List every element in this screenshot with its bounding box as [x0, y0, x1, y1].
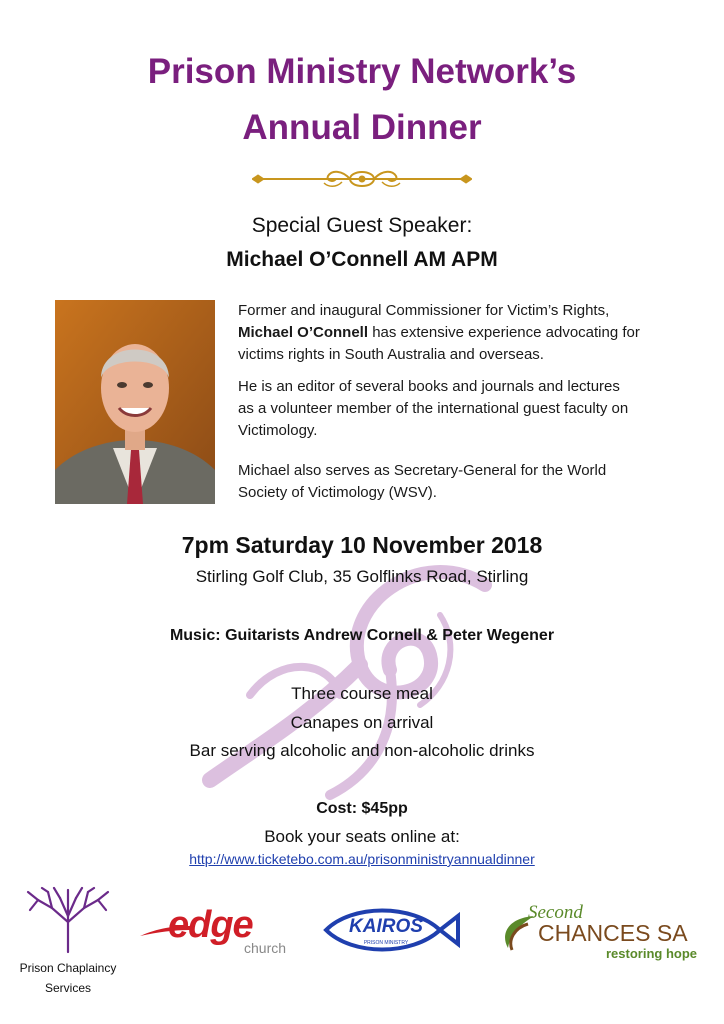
feature-item: Canapes on arrival [290, 713, 434, 732]
title-line-1: Prison Ministry Network’s [147, 52, 577, 91]
prison-chaplaincy-line-2: Services [44, 981, 91, 995]
bio-p1-suffix: has extensive experience advocating for victims rights in South Australia and overseas. [238, 324, 640, 363]
chances-wordmark: CHANCES SA [538, 920, 688, 946]
edge-church-logo [140, 902, 300, 962]
second-chances-logo [498, 898, 708, 968]
feature-item: Bar serving alcoholic and non-alcoholic drinks [189, 741, 535, 760]
speaker-photo [55, 300, 215, 504]
event-datetime: 7pm Saturday 10 November 2018 [181, 532, 543, 558]
ornamental-divider [252, 168, 472, 190]
prison-chaplaincy-line-1: Prison Chaplaincy [19, 961, 117, 975]
bio-paragraph-2: He is an editor of several books and journals and lectures as a volunteer member of the international guest faculty on Victimology. [238, 378, 629, 439]
prison-chaplaincy-label [6, 958, 130, 998]
title-line-2: Annual Dinner [242, 108, 482, 147]
event-cost: Cost: $45pp [316, 800, 408, 817]
booking-label: Book your seats online at: [264, 827, 460, 846]
event-music: Music: Guitarists Andrew Cornell & Peter Wegener [169, 627, 555, 644]
bio-p1-prefix: Former and inaugural Commissioner for Victim’s Rights, [238, 302, 610, 319]
prison-chaplaincy-logo-icon [24, 886, 112, 954]
bio-paragraph-1 [238, 300, 658, 366]
speaker-label: Special Guest Speaker: [251, 214, 473, 237]
speaker-name: Michael O’Connell AM APM [226, 248, 498, 271]
edge-wordmark: edge [168, 904, 253, 946]
restoring-hope-tagline: restoring hope [606, 946, 698, 961]
bio-paragraph-3: Michael also serves as Secretary-General for the World Society of Victimology (WSV). [238, 462, 607, 501]
kairos-wordmark: KAIROS [349, 916, 423, 937]
kairos-logo [322, 902, 462, 962]
kairos-sub: PRISON MINISTRY [363, 940, 409, 946]
feature-item: Three course meal [291, 684, 433, 703]
second-wordmark: Second [528, 902, 583, 923]
bio-p1-name: Michael O’Connell [238, 324, 369, 341]
edge-church-sub: church [244, 940, 287, 956]
booking-link[interactable]: http://www.ticketebo.com.au/prisonministryannualdinner [189, 851, 535, 867]
event-venue: Stirling Golf Club, 35 Golflinks Road, Stirling [195, 567, 529, 586]
